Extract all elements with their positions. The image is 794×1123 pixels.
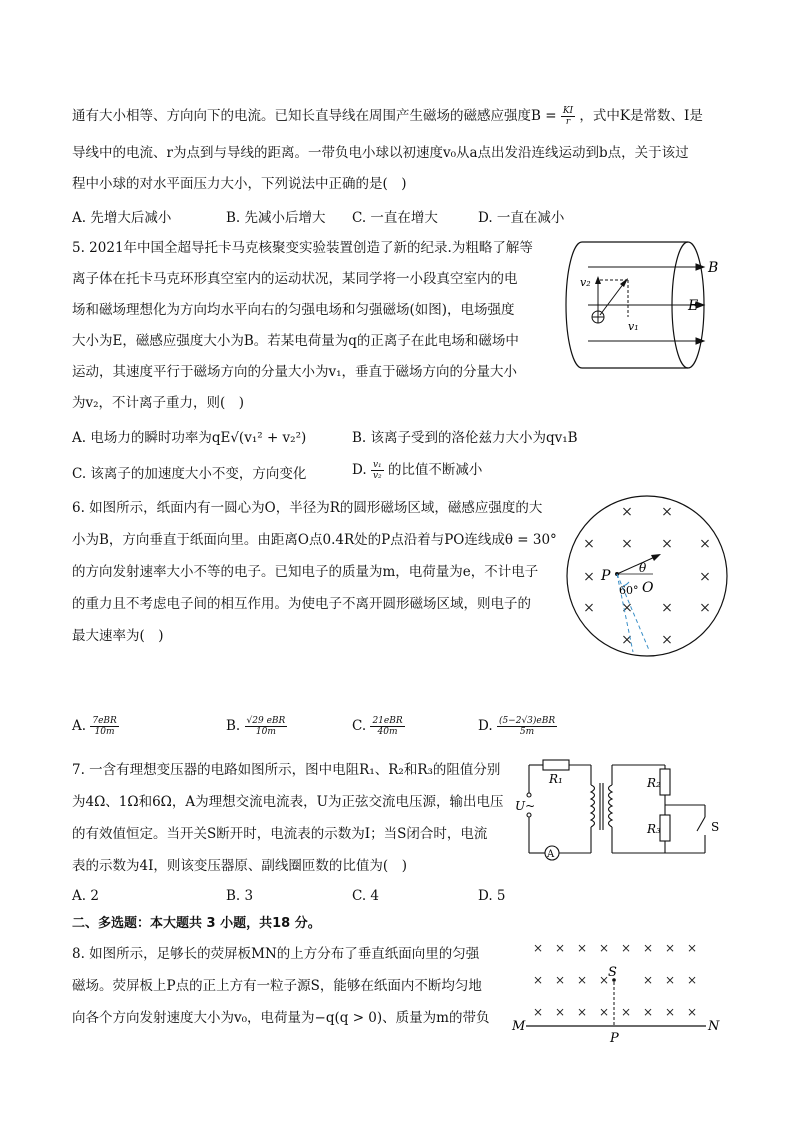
q5-option-c[interactable]: C. 该离子的加速度大小不变，方向变化 [72, 466, 307, 482]
q6-circle-figure [565, 494, 730, 659]
q8-field-cross: × [598, 1005, 610, 1019]
q7-label-a: A [547, 849, 555, 860]
q7-primary-coil [591, 785, 595, 827]
q5-line-3: 场和磁场理想化为方向均水平向右的匀强电场和匀强磁场(如图)，电场强度 [72, 302, 515, 318]
q7-resistor-r3 [660, 815, 670, 841]
q6-field-cross: × [661, 536, 673, 552]
q7-switch-s[interactable] [697, 817, 705, 831]
q8-line-1: 8. 如图所示，足够长的荧屏板MN的上方分布了垂直纸面向里的匀强 [72, 946, 480, 962]
q8-field-cross: × [620, 1005, 632, 1019]
q8-field-cross: × [686, 1005, 698, 1019]
q6-field-cross: × [621, 504, 633, 520]
q6-option-c-numerator: 21eBR [372, 716, 403, 726]
q7-source-terminal-top [527, 793, 531, 797]
q5-option-a[interactable]: A. 电场力的瞬时功率为qE√(v₁² + v₂²) [72, 430, 307, 446]
q5-line-6: 为v₂，不计离子重力，则( ) [72, 395, 245, 411]
q4-line-1-tail: ，式中K是常数、I是 [579, 108, 703, 124]
q4-line-1 [72, 106, 703, 127]
q7-option-d[interactable]: D. 5 [478, 888, 506, 904]
q6-label-60: 60° [619, 584, 639, 597]
q6-velocity-direction [617, 556, 657, 574]
q5-label-v2: v₂ [580, 276, 591, 289]
q8-label-n: N [708, 1019, 720, 1034]
q6-field-cross: × [661, 600, 673, 616]
q8-line-3: 向各个方向发射速度大小为v₀，电荷量为−q(q > 0)、质量为m的带负 [72, 1010, 490, 1026]
q7-option-a[interactable]: A. 2 [72, 888, 99, 904]
q6-line-1: 6. 如图所示，纸面内有一圆心为O，半径为R的圆形磁场区域，磁感应强度的大 [72, 500, 543, 516]
q7-circuit-figure [515, 755, 725, 865]
q6-option-d-denominator: 5m [519, 727, 535, 737]
q5-option-d-numerator: v₁ [372, 460, 382, 470]
q6-field-cross: × [583, 536, 595, 552]
q8-field-cross: × [686, 941, 698, 955]
q6-option-a[interactable] [72, 716, 119, 737]
q4-formula-numerator: KI [562, 106, 574, 116]
q7-source-terminal-bottom [527, 813, 531, 817]
q8-label-s: S [608, 965, 617, 980]
q8-field-cross: × [620, 941, 632, 955]
q8-field-cross: × [532, 1005, 544, 1019]
q8-screen-figure [508, 938, 726, 1048]
q6-option-a-denominator: 10m [94, 727, 115, 737]
q4-option-d[interactable]: D. 一直在减小 [478, 210, 565, 226]
q5-label-v1: v₁ [628, 320, 639, 333]
q6-option-d[interactable] [478, 716, 557, 737]
q6-option-d-fraction [497, 716, 557, 737]
q6-option-b-numerator: √29 eBR [246, 716, 286, 726]
q5-velocity-arrowhead [620, 278, 628, 287]
q8-field-cross: × [554, 973, 566, 987]
q6-label-theta: θ [639, 561, 647, 575]
q7-resistor-r2 [660, 769, 670, 795]
q8-field-cross: × [598, 973, 610, 987]
q6-field-cross: × [621, 600, 633, 616]
q8-field-cross: × [554, 941, 566, 955]
q8-field-cross: × [576, 973, 588, 987]
q6-label-p: P [601, 568, 611, 584]
q8-field-cross: × [642, 973, 654, 987]
q5-label-e: E [688, 298, 699, 314]
q6-field-cross: × [699, 569, 711, 585]
q5-velocity-vector [600, 283, 624, 315]
q6-velocity-arrowhead [651, 554, 661, 561]
q8-field-cross: × [642, 941, 654, 955]
q6-option-b-denominator: 10m [255, 727, 276, 737]
q6-line-3: 的方向发射速率大小不等的电子。已知电子的质量为m，电荷量为e，不计电子 [72, 564, 539, 580]
q8-field-cross: × [554, 1005, 566, 1019]
q8-field-cross: × [576, 1005, 588, 1019]
q5-cylinder-left-end [566, 242, 582, 368]
q6-option-a-label: A. [72, 718, 87, 734]
q8-field-cross: × [664, 1005, 676, 1019]
q7-line-3: 的有效值恒定。当开关S断开时，电流表的示数为I；当S闭合时，电流 [72, 826, 488, 842]
q6-option-a-fraction [90, 716, 118, 737]
q7-resistor-r1 [543, 760, 569, 770]
q5-line-1: 5. 2021年中国全超导托卡马克核聚变实验装置创造了新的纪录.为粗略了解等 [72, 240, 533, 256]
q4-option-c[interactable]: C. 一直在增大 [352, 210, 438, 226]
q8-field-cross: × [532, 941, 544, 955]
q8-label-m: M [512, 1019, 526, 1034]
q6-option-a-numerator: 7eBR [92, 716, 117, 726]
q8-field-cross: × [664, 973, 676, 987]
q5-line-2: 离子体在托卡马克环形真空室内的运动状况，某同学将一小段真空室内的电 [72, 271, 518, 287]
q4-option-b[interactable]: B. 先减小后增大 [226, 210, 326, 226]
q4-formula-denominator: r [565, 117, 571, 127]
q6-label-o: O [642, 580, 654, 596]
section-2-title: 二、多选题：本大题共 3 小题，共18 分。 [72, 916, 321, 931]
q6-option-c-fraction [370, 716, 404, 737]
q5-option-d-label: D. [352, 462, 367, 478]
q5-option-d-suffix: 的比值不断减小 [387, 462, 483, 478]
q7-label-r1: R₁ [549, 772, 563, 786]
q5-arrowhead-bottom [696, 338, 704, 344]
q6-field-cross: × [661, 504, 673, 520]
q7-label-r3: R₃ [647, 822, 661, 836]
q6-line-5: 最大速率为( ) [72, 628, 164, 644]
q5-option-d-denominator: v₂ [372, 471, 382, 481]
q7-label-s: S [711, 820, 720, 834]
q6-field-cross: × [661, 632, 673, 648]
q5-line-5: 运动，其速度平行于磁场方向的分量大小为v₁，垂直于磁场方向的分量大小 [72, 364, 518, 380]
q6-option-b-fraction [245, 716, 288, 737]
q8-field-cross: × [532, 973, 544, 987]
q4-line-1-text: 通有大小相等、方向向下的电流。已知长直导线在周围产生磁场的磁感应强度B = [72, 108, 557, 124]
q4-option-a[interactable]: A. 先增大后减小 [72, 210, 172, 226]
q5-option-b[interactable]: B. 该离子受到的洛伦兹力大小为qv₁B [352, 430, 578, 446]
q4-line-3: 程中小球的对水平面压力大小，下列说法中正确的是( ) [72, 176, 407, 192]
q7-option-c[interactable]: C. 4 [352, 888, 380, 904]
q6-option-c[interactable] [352, 716, 405, 737]
q6-field-cross: × [699, 536, 711, 552]
q7-label-u: U~ [515, 799, 536, 813]
q6-field-cross: × [583, 569, 595, 585]
q7-secondary-coil [609, 785, 613, 827]
q5-option-d[interactable] [352, 458, 482, 481]
q7-label-r2: R₂ [647, 776, 661, 790]
q5-label-b: B [708, 260, 719, 276]
q5-line-4: 大小为E，磁感应强度大小为B。若某电荷量为q的正离子在此电场和磁场中 [72, 333, 519, 349]
q8-field-cross: × [598, 941, 610, 955]
q7-line-4: 表的示数为4I，则该变压器原、副线圈匝数的比值为( ) [72, 858, 407, 874]
q5-option-d-fraction [371, 460, 384, 481]
q5-cylinder-figure [560, 238, 730, 373]
q6-field-cross: × [621, 536, 633, 552]
q7-line-1: 7. 一含有理想变压器的电路如图所示，图中电阻R₁、R₂和R₃的阻值分别 [72, 762, 501, 778]
q8-field-cross: × [686, 973, 698, 987]
q6-line-2: 小为B，方向垂直于纸面向里。由距离O点0.4R处的P点沿着与PO连线成θ = 30° [72, 532, 557, 548]
q6-option-c-denominator: 40m [377, 727, 398, 737]
q6-option-d-label: D. [478, 718, 493, 734]
q6-line-4: 的重力且不考虑电子间的相互作用。为使电子不离开圆形磁场区域，则电子的 [72, 596, 531, 612]
q6-option-b-label: B. [226, 718, 241, 734]
q8-field-cross: × [664, 941, 676, 955]
q6-option-b[interactable] [226, 716, 287, 737]
q7-option-b[interactable]: B. 3 [226, 888, 254, 904]
q6-field-cross: × [699, 600, 711, 616]
q4-line-2: 导线中的电流、r为点到与导线的距离。一带负电小球以初速度v₀从a点出发沿连线运动到b点，关于该过 [72, 145, 689, 161]
q7-line-2: 为4Ω、1Ω和6Ω，A为理想交流电流表，U为正弦交流电压源，输出电压 [72, 794, 504, 810]
q8-line-2: 磁场。荧屏板上P点的正上方有一粒子源S，能够在纸面内不断均匀地 [72, 978, 482, 994]
q6-option-d-numerator: (5−2√3)eBR [498, 716, 556, 726]
q6-option-c-label: C. [352, 718, 367, 734]
q8-field-cross: × [576, 941, 588, 955]
q6-field-cross: × [583, 600, 595, 616]
q6-field-cross: × [621, 632, 633, 648]
q8-label-p: P [610, 1031, 619, 1046]
q8-field-cross: × [642, 1005, 654, 1019]
q4-formula-fraction [561, 106, 575, 127]
